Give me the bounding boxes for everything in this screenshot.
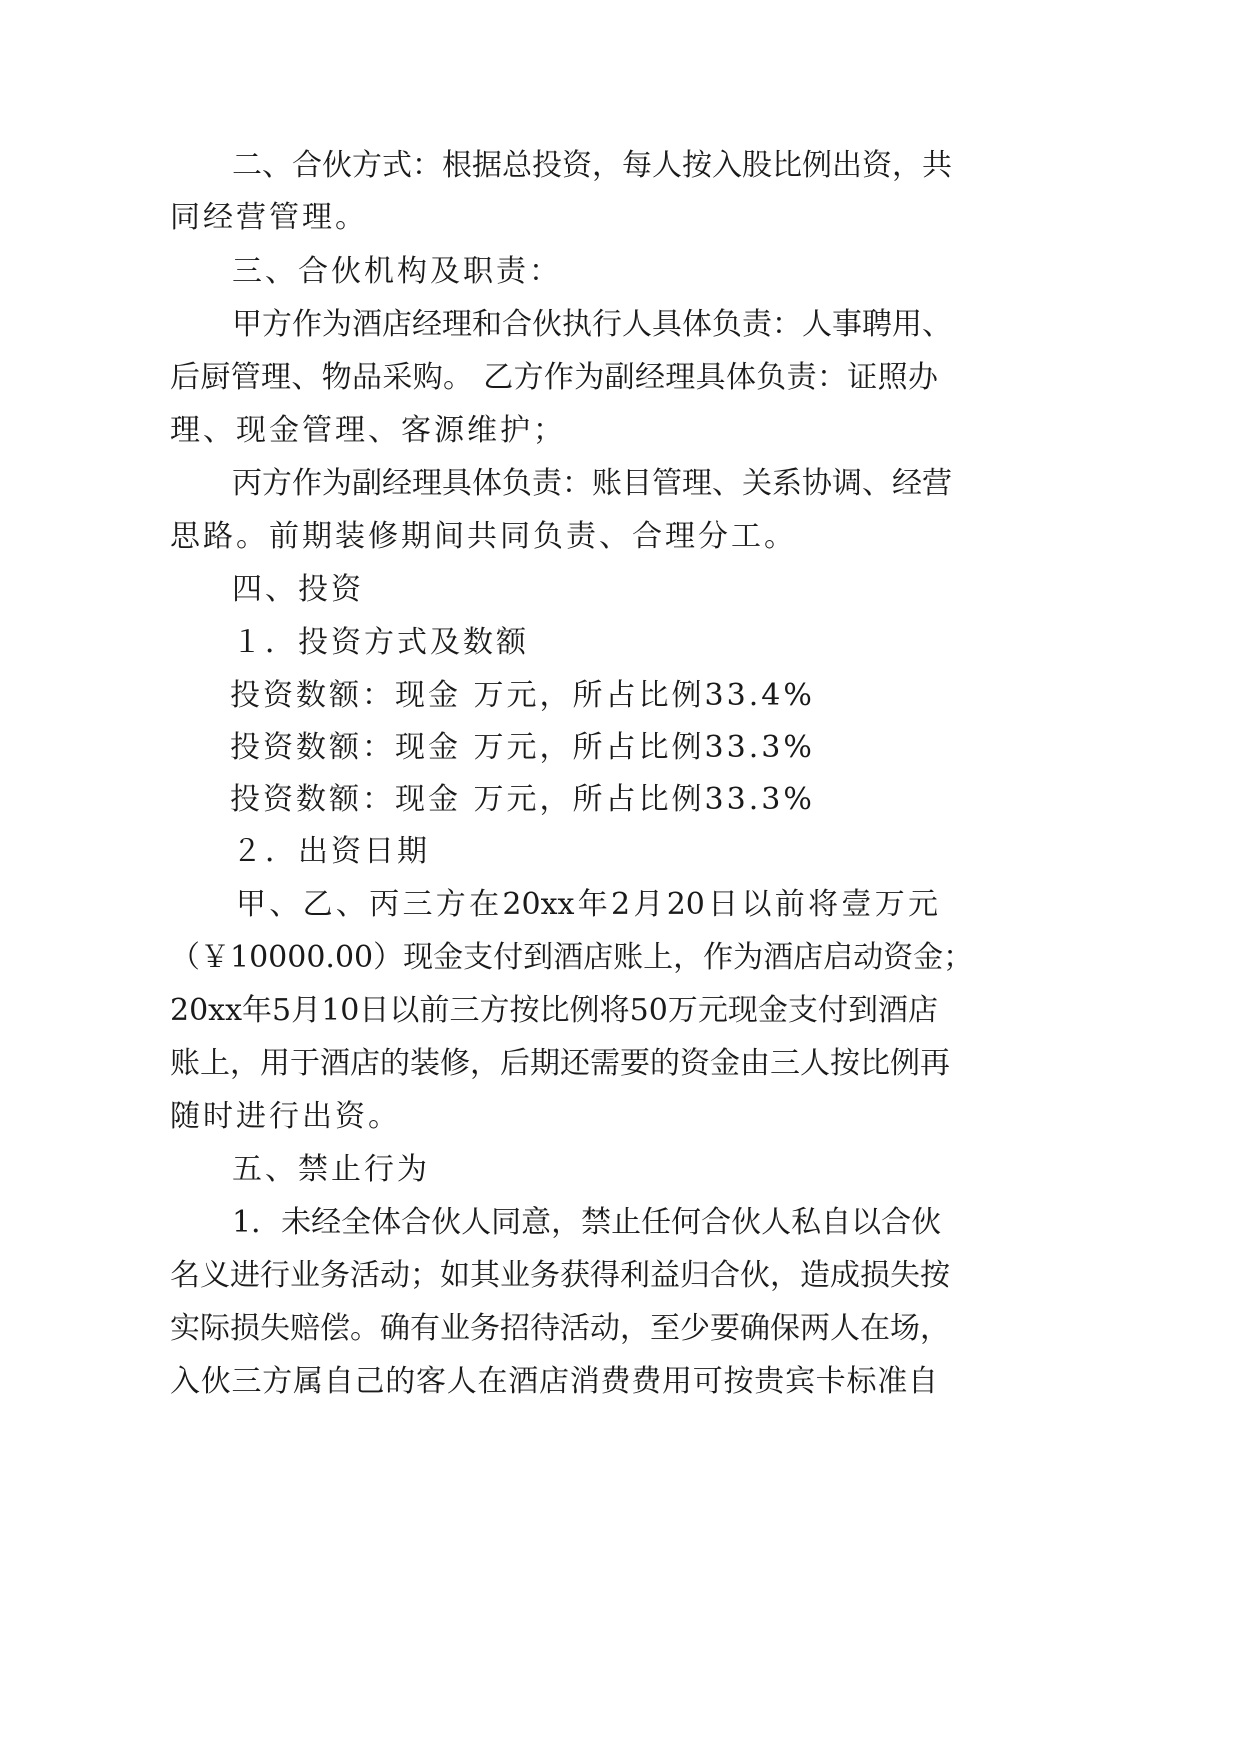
paragraph-prohibited-line-4: 入伙三方属自己的客人在酒店消费费用可按贵宾卡标准自 <box>170 1364 938 1399</box>
subheading-investment-method: １．投资方式及数额 <box>232 625 529 660</box>
paragraph-contribution-line-1: 甲、乙、丙三方在20xx年2月20日以前将壹万元 <box>236 887 938 922</box>
paragraph-contribution-line-2: （￥10000.00）现金支付到酒店账上，作为酒店启动资金； <box>170 940 974 975</box>
paragraph-party-c-line-1: 丙方作为副经理具体负责：账目管理、关系协调、经营 <box>232 466 952 501</box>
paragraph-partnership-method-line-2: 同经营管理。 <box>170 200 368 235</box>
paragraph-contribution-line-3: 20xx年5月10日以前三方按比例将50万元现金支付到酒店 <box>170 993 938 1028</box>
section-heading-investment: 四、投资 <box>232 572 364 607</box>
section-heading-prohibited: 五、禁止行为 <box>232 1152 430 1187</box>
paragraph-partnership-method-line-1: 二、合伙方式：根据总投资，每人按入股比例出资，共 <box>232 148 952 183</box>
section-heading-organization: 三、合伙机构及职责： <box>232 254 562 289</box>
paragraph-contribution-line-4: 账上，用于酒店的装修，后期还需要的资金由三人按比例再 <box>170 1046 950 1081</box>
investment-amount-line-2: 投资数额：现金 万元，所占比例33.3% <box>230 730 815 765</box>
investment-amount-line-1: 投资数额：现金 万元，所占比例33.4% <box>230 678 815 713</box>
paragraph-party-a-line-1: 甲方作为酒店经理和合伙执行人具体负责：人事聘用、 <box>232 307 952 342</box>
subheading-contribution-date: ２．出资日期 <box>232 834 430 869</box>
paragraph-prohibited-line-2: 名义进行业务活动；如其业务获得利益归合伙，造成损失按 <box>170 1258 950 1293</box>
paragraph-party-c-line-2: 思路。前期装修期间共同负责、合理分工。 <box>170 519 797 554</box>
paragraph-prohibited-line-1: 1．未经全体合伙人同意，禁止任何合伙人私自以合伙 <box>232 1205 942 1240</box>
paragraph-party-a-line-2: 后厨管理、物品采购。 乙方作为副经理具体负责：证照办 <box>170 360 938 395</box>
investment-amount-line-3: 投资数额：现金 万元，所占比例33.3% <box>230 782 815 817</box>
paragraph-prohibited-line-3: 实际损失赔偿。确有业务招待活动，至少要确保两人在场， <box>170 1311 950 1346</box>
paragraph-party-a-line-3: 理、现金管理、客源维护； <box>170 413 566 448</box>
paragraph-contribution-line-5: 随时进行出资。 <box>170 1099 401 1134</box>
